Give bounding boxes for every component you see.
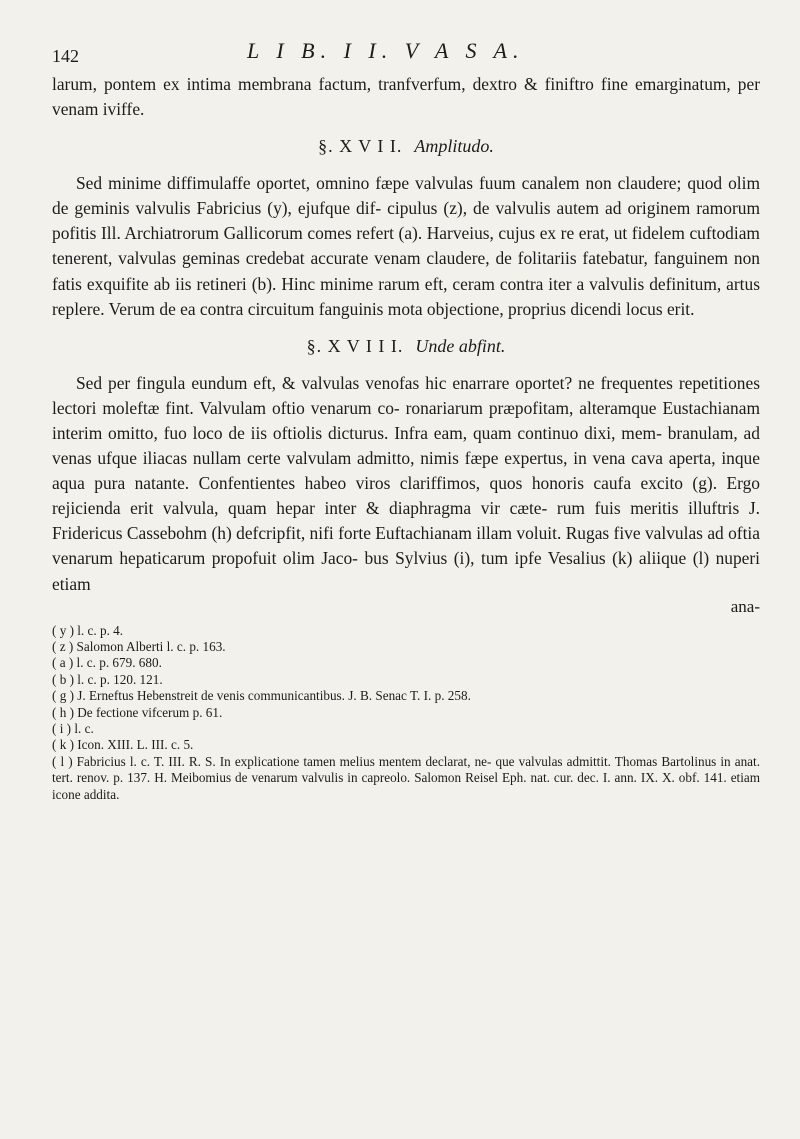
text-line: de folitariis fatebatur, fanguinem non fatis exquifite ab iis retineri (b). Hinc xyxy=(52,248,760,294)
paragraph-amplitudo xyxy=(52,171,760,322)
text-line: bus Sylvius (i), tum ipfe Vesalius (k) aliique (l) nuperi etiam xyxy=(52,548,761,594)
text-line: branulam, ad venas ufque iliacas nullam certe valvulam admitto, nimis xyxy=(52,422,760,469)
text-line: minime rarum eft, ceram contra iter a valvulis definitum, artus replere. xyxy=(52,273,760,319)
text-line: Sed per fingula eundum eft, & valvulas venofas hic enarrare oportet? xyxy=(76,372,573,393)
paragraph-continuation xyxy=(52,72,760,122)
text-line: cuftodiam tenerent, valvulas geminas credebat accurate venam claudere, xyxy=(52,223,760,269)
text-line: forte Euftachianam illam voluit. xyxy=(338,523,562,544)
section-heading-18 xyxy=(52,336,760,357)
footnote: ( y ) l. c. p. 4. xyxy=(52,622,124,638)
text-line: locus erit. xyxy=(625,298,695,319)
section-number: §. X V I I. xyxy=(318,136,403,157)
section-title: Amplitudo. xyxy=(414,136,494,157)
text-line: rum fuis meritis illuftris J. Fridericus Cassebohm (h) defcripfit, nifi xyxy=(52,498,760,544)
text-line: ronariarum præpofitam, alteramque Eustachianam interim omitto, xyxy=(52,397,760,443)
footnote: ( b ) l. c. p. 120. 121. xyxy=(52,671,163,687)
paragraph-unde-absint xyxy=(52,371,760,597)
page-number: 142 xyxy=(52,46,79,66)
text-line: fæpe expertus, in vena cava aperta, inque aqua pura natante. Confentientes xyxy=(52,448,760,494)
footnote: ( i ) l. c. xyxy=(52,721,94,737)
text-line: fuo loco de iis oftiolis dicturus. Infra eam, quam continuo dixi, mem- xyxy=(163,422,662,443)
footnote: ( l ) Fabricius l. c. T. III. R. S. In explicatione tamen melius mentem declarat, ne- que valvulas admittit. Thomas Bartolinus in anat. tert. renov. p. 137. H. Meibomius de venarum valvulis in capreolo. Salomon Reisel Eph. nat. cur. dec. I. ann. IX. X. obf. 141. etiam icone addita. xyxy=(52,753,760,802)
text-line: Rugas five valvulas ad oftia venarum hepaticarum propofuit olim Jaco- xyxy=(52,523,760,569)
footnote: ( g ) J. Erneftus Hebenstreit de venis communicantibus. J. B. Senac T. I. p. 258. xyxy=(52,688,471,704)
text-line: habeo viros clariffimos, quos honoris caufa excito (g). xyxy=(304,473,718,494)
section-title: Unde abfint. xyxy=(415,335,506,356)
text-line: Ergo rejicienda erit valvula, quam hepar inter & diaphragma vir cæte- xyxy=(52,473,760,519)
text-line: fine emarginatum, per venam iviffe. xyxy=(52,74,760,120)
text-line: claudere; quod olim de geminis valvulis Fabricius (y), ejufque dif- xyxy=(52,173,760,219)
footnote: ( k ) Icon. XIII. L. III. c. 5. xyxy=(52,737,194,753)
body-text xyxy=(52,72,760,617)
text-line: larum, pontem ex intima membrana factum, tranfverfum, dextro & finiftro xyxy=(52,74,594,94)
text-line: Verum de ea contra circuitum fanguinis mota objectione, proprius dicendi xyxy=(108,298,622,319)
footnotes xyxy=(52,623,760,803)
text-line: ne frequentes repetitiones lectori moleftæ fint. Valvulam oftio venarum co- xyxy=(52,372,760,418)
running-title: L I B. I I. V A S A. xyxy=(247,38,525,63)
footnote: ( z ) Salomon Alberti l. c. p. 163. xyxy=(52,639,226,654)
footnote: ( a ) l. c. p. 679. 680. xyxy=(52,655,162,671)
text-line: Gallicorum comes refert (a). Harveius, cujus ex re erat, ut fidelem xyxy=(223,223,685,244)
section-heading-17 xyxy=(52,136,760,157)
page-header xyxy=(52,38,760,72)
section-number: §. X V I I I. xyxy=(306,335,404,356)
text-line: cipulus (z), de valvulis autem ad originem ramorum pofitis Ill. Archiatrorum xyxy=(52,198,760,244)
text-line: Sed minime diffimulaffe oportet, omnino fæpe valvulas fuum canalem non xyxy=(76,173,612,194)
footnote: ( h ) De fectione vifcerum p. 61. xyxy=(52,704,223,720)
catchword: ana- xyxy=(730,596,760,616)
